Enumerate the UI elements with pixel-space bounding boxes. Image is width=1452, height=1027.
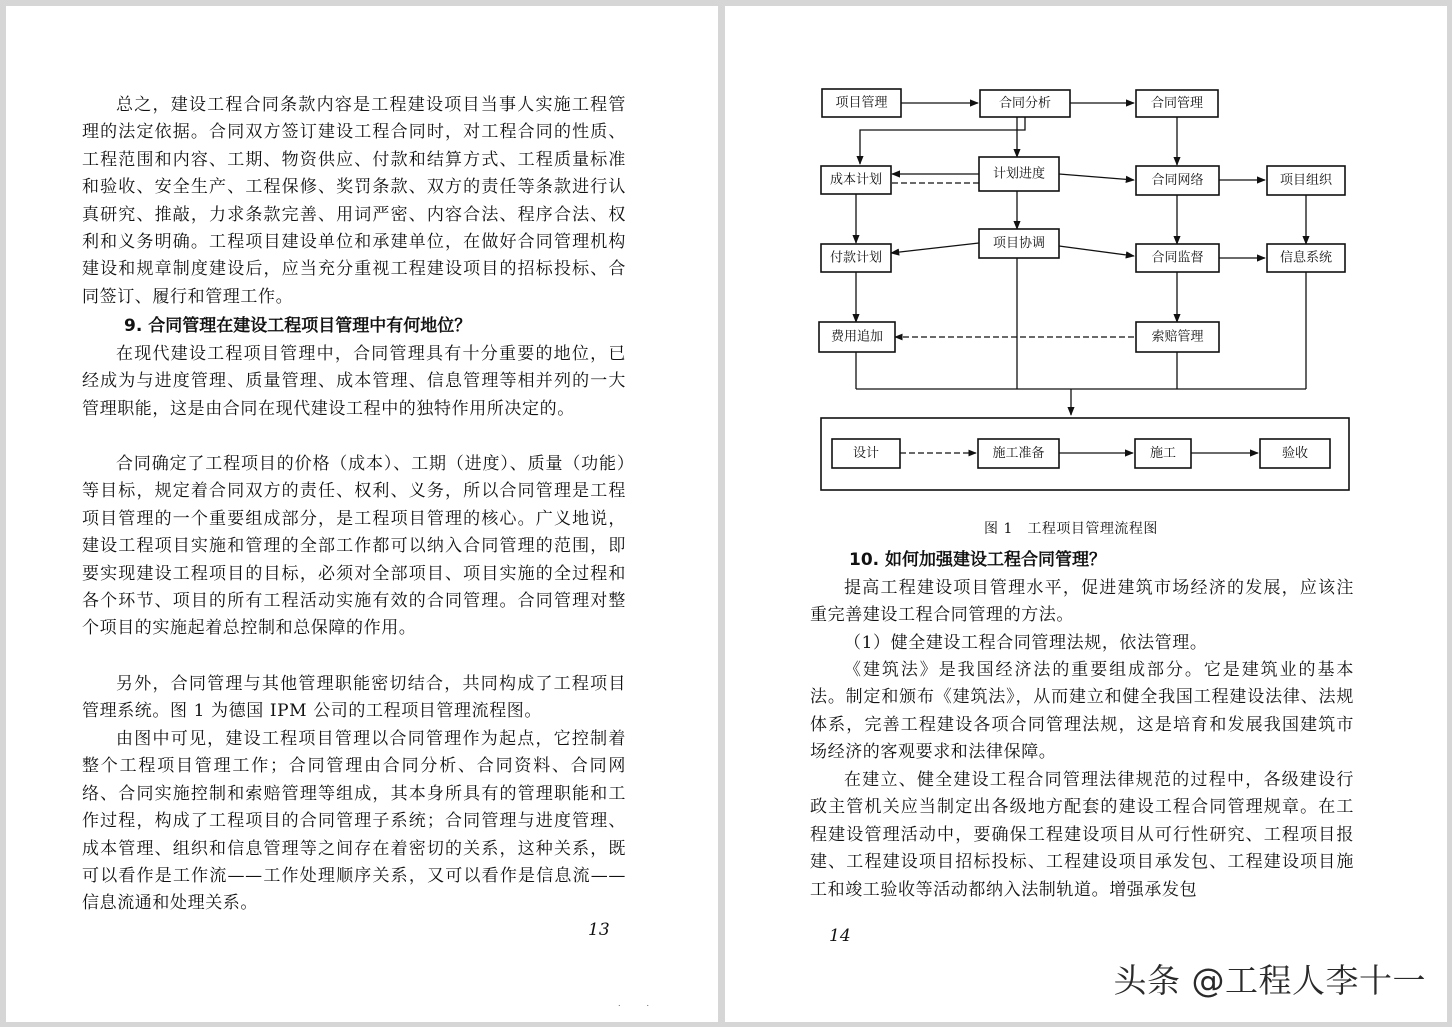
svg-text:施工: 施工 [1149, 446, 1177, 461]
page-number: 14 [829, 926, 851, 946]
paragraph: 在建立、健全建设工程合同管理法律规范的过程中，各级建设行政主管机关应当制定出各级地方配套的建设工程合同管理规章。在工程建设管理活动中，要确保工程建设项目从可行性研究、工程项目报建、工程建设项目招标投标、工程建设项目承发包、工程建设项目施工和竣工验收等活动都纳入法制轨道。增强承发包 [810, 770, 1354, 900]
node-jihua-jindu [979, 157, 1059, 191]
svg-text:索赔管理: 索赔管理 [1151, 329, 1204, 345]
node-fukuan-jihua [821, 244, 891, 272]
svg-text:验收: 验收 [1281, 446, 1309, 461]
node-hetong-wangluo [1136, 166, 1219, 195]
paragraph: 总之，建设工程合同条款内容是工程建设项目当事人实施工程管理的法定依据。合同双方签订建设工程合同时，对工程合同的性质、工程范围和内容、工期、物资供应、付款和结算方式、工程质量标准和验收、安全生产、工程保修、奖罚条款、双方的责任等条款进行认真研究、推敲，力求条款完善、用词严密、内容合法、程序合法、权利和义务明确。工程项目建设单位和承建单位，在做好合同管理机构建设和规章制度建设后，应当充分重视工程建设项目的招标投标、合同签订、履行和管理工作。 [82, 95, 626, 307]
section-heading-9: 9. 合同管理在建设工程项目管理中有何地位？ [124, 316, 472, 336]
node-shigong-zhunbei [978, 439, 1059, 468]
svg-text:费用追加: 费用追加 [830, 329, 884, 345]
svg-text:合同监督: 合同监督 [1151, 250, 1204, 266]
flowchart-connectors [856, 103, 1306, 453]
node-hetong-jiandu [1136, 244, 1219, 272]
figure-caption: 图 1 工程项目管理流程图 [984, 521, 1158, 537]
paragraph: 在现代建设工程项目管理中，合同管理具有十分重要的地位，已经成为与进度管理、质量管理、成本管理、信息管理等相并列的一大管理职能，这是由合同在现代建设工程中的独特作用所决定的。 [82, 344, 626, 419]
flowchart [725, 6, 1447, 526]
node-chengben-jihua [821, 166, 891, 194]
svg-text:合同网络: 合同网络 [1151, 173, 1204, 188]
node-sheji [832, 439, 900, 468]
node-hetong-guanli [1136, 90, 1218, 117]
paragraph: 由图中可见，建设工程项目管理以合同管理作为起点，它控制着整个工程项目管理工作；合同管理由合同分析、合同资料、合同网络、合同实施控制和索赔管理等组成，其本身所具有的管理职能和工作过程，构成了工程项目的合同管理子系统；合同管理与进度管理、成本管理、组织和信息管理等之间存在着密切的关系，这种关系，既可以看作是工作流——工作处理顺序关系，又可以看作是信息流——信息流通和处理关系。 [82, 729, 626, 914]
svg-text:项目管理: 项目管理 [835, 95, 888, 111]
svg-text:付款计划: 付款计划 [829, 250, 883, 266]
svg-text:合同管理: 合同管理 [1150, 96, 1204, 111]
svg-text:项目组织: 项目组织 [1279, 173, 1333, 188]
node-xiangmu-guanli [822, 89, 901, 117]
section-heading-10: 10. 如何加强建设工程合同管理？ [849, 550, 1107, 570]
svg-text:合同分析: 合同分析 [998, 96, 1052, 111]
svg-text:项目协调: 项目协调 [992, 236, 1046, 251]
node-xinxi-xitong [1267, 244, 1345, 272]
node-hetong-fenxi [980, 90, 1070, 117]
node-xiangmu-xietiao [979, 229, 1059, 258]
left-page [6, 6, 718, 1022]
node-shigong [1135, 439, 1191, 468]
svg-text:信息系统: 信息系统 [1279, 250, 1333, 266]
page-number: 13 [588, 920, 610, 940]
node-suopei-guanli [1136, 322, 1219, 352]
svg-text:设计: 设计 [852, 446, 880, 461]
node-xiangmu-zuzhi [1267, 166, 1345, 195]
paragraph: 另外，合同管理与其他管理职能密切结合，共同构成了工程项目管理系统。图 1 为德国 IPM 公司的工程项目管理流程图。 [82, 674, 626, 722]
right-page [725, 6, 1447, 1022]
paragraph: 提高工程建设项目管理水平，促进建筑市场经济的发展，应该注重完善建设工程合同管理的方法。 [810, 578, 1354, 626]
watermark-text: 头条 @工程人李十一 [1113, 961, 1426, 1000]
node-yanshou [1260, 439, 1330, 468]
svg-text:计划进度: 计划进度 [992, 166, 1046, 182]
paragraph: （1）健全建设工程合同管理法规，依法管理。 [844, 633, 1208, 653]
paragraph: 《建筑法》是我国经济法的重要组成部分。它是建筑业的基本法。制定和颁布《建筑法》，从而建立和健全我国工程建设法律、法规体系，完善工程建设各项合同管理法规，这是培育和发展我国建筑市场经济的客观要求和法律保障。 [810, 660, 1354, 763]
node-feiyong-zhuijia [819, 322, 895, 352]
paragraph: 合同确定了工程项目的价格（成本）、工期（进度）、质量（功能）等目标，规定着合同双方的责任、权利、义务，所以合同管理是工程项目管理的一个重要组成部分，是工程项目管理的核心。广义地说，建设工程项目实施和管理的全部工作都可以纳入合同管理的范围，即要实现建设工程项目的目标，必须对全部项目、项目实施的全过程和各个环节、项目的所有工程活动实施有效的合同管理。合同管理对整个项目的实施起着总控制和总保障的作用。 [82, 454, 626, 639]
scan-specks: .. [618, 999, 676, 1008]
svg-text:成本计划: 成本计划 [829, 172, 883, 188]
svg-text:施工准备: 施工准备 [992, 446, 1045, 461]
